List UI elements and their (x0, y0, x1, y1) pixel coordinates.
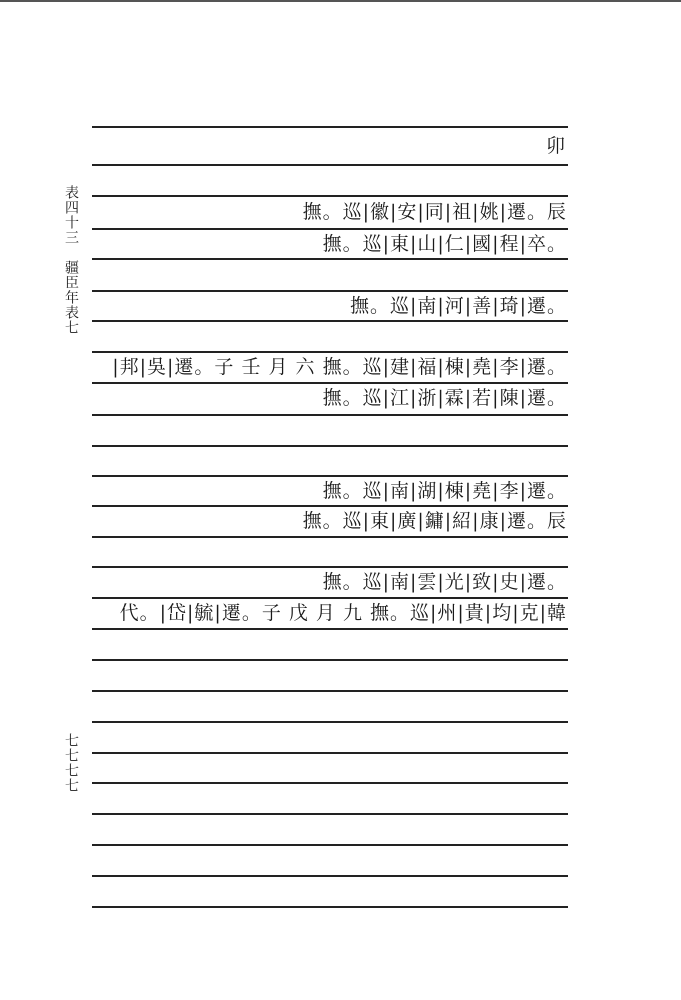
row-3: 撫。巡|徽|安|同|祖|姚|遷。辰 (302, 201, 567, 223)
row-12: 撫。巡|南|湖|棟|堯|李|遷。 (322, 480, 567, 502)
rule-line (92, 258, 568, 260)
rule-line (92, 566, 568, 568)
rule-line (92, 536, 568, 538)
rule-line (92, 597, 568, 599)
row-4: 撫。巡|東|山|仁|國|程|卒。 (322, 233, 567, 255)
rule-line (92, 690, 568, 692)
row-13: 撫。巡|東|廣|鏞|紹|康|遷。辰 (302, 510, 567, 532)
row-8: |邦|吳|遷。子 壬 月 六 撫。巡|建|福|棟|堯|李|遷。 (112, 356, 567, 378)
page-number: 七七七七 (63, 733, 79, 793)
rule-line (92, 290, 568, 292)
rule-line (92, 505, 568, 507)
rule-line (92, 475, 568, 477)
rule-line (92, 659, 568, 661)
rule-line (92, 164, 568, 166)
page-top-border (0, 0, 681, 2)
rule-line (92, 228, 568, 230)
row-16: 代。|岱|毓|遷。子 戊 月 九 撫。巡|州|貴|均|克|韓 (119, 602, 567, 624)
rule-line (92, 351, 568, 353)
rule-line (92, 126, 568, 128)
rule-line (92, 628, 568, 630)
rule-line (92, 752, 568, 754)
rule-line (92, 445, 568, 447)
row-6: 撫。巡|南|河|善|琦|遷。 (349, 295, 567, 317)
rule-line (92, 320, 568, 322)
rule-line (92, 875, 568, 877)
rule-line (92, 813, 568, 815)
rule-line (92, 382, 568, 384)
rule-line (92, 844, 568, 846)
row-1: 卯 (545, 135, 566, 157)
row-15: 撫。巡|南|雲|光|致|史|遷。 (322, 571, 567, 593)
row-9: 撫。巡|江|浙|霖|若|陳|遷。 (322, 387, 567, 409)
margin-header: 表四十三 疆臣年表七 (63, 185, 79, 335)
rule-line (92, 782, 568, 784)
rule-line (92, 906, 568, 908)
rule-line (92, 721, 568, 723)
rule-line (92, 195, 568, 197)
rule-line (92, 414, 568, 416)
